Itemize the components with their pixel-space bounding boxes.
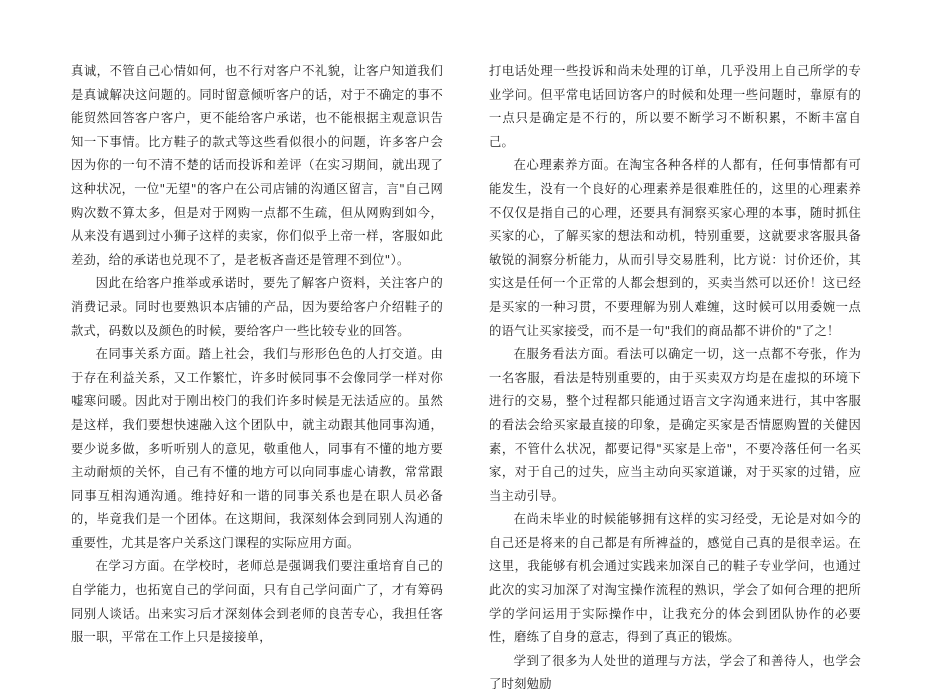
paragraph: 因此在给客户推举或承诺时，要先了解客户资料，关注客户的消费记录。同时也要熟识本店铺的产品，因为要给客户介绍鞋子的款式，码数以及颜色的时候，要给客户一些比较专业的回答。 — [71, 276, 443, 338]
right-text-column — [489, 60, 861, 697]
paragraph: 在学习方面。在学校时，老师总是强调我们要注重培育自己的自学能力，也拓宽自己的学问面，只有自己学问面广了，才有筹码同别人谈话。出来实习后才深刻体会到老师的良苦专心，我担任客服一职，平常在工作上只是接接单， — [71, 559, 443, 645]
paragraph: 打电话处理一些投诉和尚未处理的订单，几乎没用上自己所学的专业学问。但平常电话回访客户的时候和处理一些问题时，靠原有的一点只是确定是不行的，所以要不断学习不断积累，不断丰富自己。 — [489, 64, 861, 149]
paragraph: 在服务看法方面。看法可以确定一切，这一点都不夸张，作为一名客服，看法是特别重要的，由于买卖双方均是在虚拟的环境下进行的交易，整个过程都只能通过语言文字沟通来进行，其中客服的看法会给买家最直接的印象，是确定买家是否情愿购置的关健因素，不管什么状况，都要记得"买家是上帝"，不要冷落任何一名买家，对于自己的过失，应当主动向买家道谦，对于买家的过错，应当主动引导。 — [489, 347, 861, 503]
paragraph: 在心理素养方面。在淘宝各种各样的人都有，任何事情都有可能发生，没有一个良好的心理素养是很难胜任的，这里的心理素养不仅仅是指自己的心理，还要具有洞察买家心理的本事，随时抓住买家的心，了解买家的想法和动机，特别重要，这就要求客服具备敏锐的洞察分析能力，从而引导交易胜利，比方说：讨价还价，其实这是任何一个正常的人都会想到的，买卖当然可以还价！这已经是买家的一种习贯，不要理解为别人难缠，这时候可以用委婉一点的语气让买家接受，而不是一句"我们的商品都不讲价的"了之！ — [489, 158, 861, 338]
paragraph: 学到了很多为人处世的道理与方法，学会了和善待人，也学会了时刻勉励 — [489, 653, 861, 692]
paragraph: 在同事关系方面。踏上社会，我们与形形色色的人打交道。由于存在利益关系，又工作繁忙，许多时候同事不会像同学一样对你嘘寒问暖。因此对于刚出校门的我们许多时候是无法适应的。虽然是这样，我们要想快速融入这个团队中，就主动跟其他同事沟通，要少说多做，多听听别人的意见，敬重他人，同事有不懂的地方要主动耐烦的关怀，自己有不懂的地方可以向同事虚心请教，常常跟同事互相沟通沟通。维持好和一谐的同事关系也是在职人员必备的，毕竟我们是一个团体。在这期间，我深刻体会到同别人沟通的重要性，尤其是客户关系这门课程的实际应用方面。 — [71, 347, 443, 550]
left-text-column — [71, 60, 443, 650]
paragraph: 真诚，不管自己心情如何，也不行对客户不礼貌，让客户知道我们是真诚解决这问题的。同时留意倾听客户的话，对于不确定的事不能贸然回答客户客户，更不能给客户承诺，也不能根据主观意识告知一下事情。比方鞋子的款式等这些看似很小的问题，许多客户会因为你的一句不清不楚的话而投诉和差评（在实习期间，就出现了这种状况，一位"无望"的客户在公司店铺的沟通区留言，言"自己网购次数不算太多，但是对于网购一点都不生疏，但从网购到如今，从来没有遇到过小狮子这样的卖家，你们似乎上帝一样，客服如此差劲，给的承诺也兑现不了，是老板吝啬还是管理不到位"）。 — [71, 64, 443, 267]
paragraph: 在尚未毕业的时候能够拥有这样的实习经受，无论是对如今的自己还是将来的自己都是有所裨益的，感觉自己真的是很幸运。在这里，我能够有机会通过实践来加深自己的鞋子专业学问，也通过此次的实习加深了对淘宝操作流程的熟识，学会了如何合理的把所学的学问运用于实际操作中，让我充分的体会到团队协作的必要性，磨练了自身的意志，得到了真正的锻炼。 — [489, 512, 861, 645]
